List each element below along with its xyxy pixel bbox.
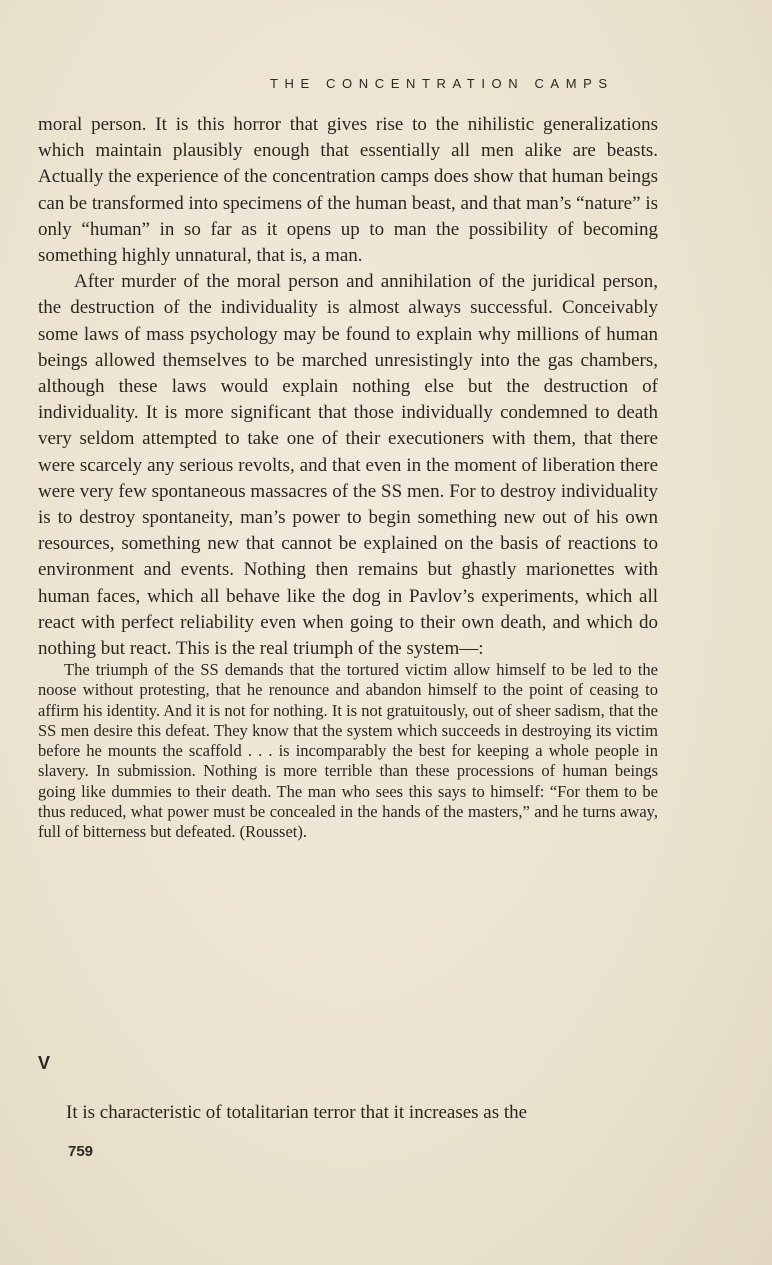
paragraph-1: moral person. It is this horror that gives rise to the nihilistic generalizations which maintain plausibly enough that essentially all men alike are beasts. Actually the experience of the concentration camps does show that human beings can be transformed into specimens of the human beast, and that man’s “nature” is only “human” in so far as it opens up to man the possibility of becoming something highly unnatural, that is, a man. xyxy=(38,114,658,267)
block-quote xyxy=(38,660,658,843)
paragraph-3: It is characteristic of totalitarian terror that it increases as the xyxy=(66,1102,528,1123)
running-head: THE CONCENTRATION CAMPS xyxy=(270,76,614,91)
body-text xyxy=(38,112,658,662)
paragraph-2: After murder of the moral person and annihilation of the juridical person, the destruction of the individuality is almost always successful. Conceivably some laws of mass psychology may be found to explain why millions of human beings allowed themselves to be marched unresistingly into the gas chambers, although these laws would explain nothing else but the destruction of individuality. It is more significant that those individually condemned to death very seldom attempted to take one of their executioners with them, that there were scarcely any serious revolts, and that even in the moment of liberation there were very few spontaneous massacres of the SS men. For to destroy individuality is to destroy spontaneity, man’s power to begin something new out of his own resources, something new that cannot be explained on the basis of reactions to environment and events. Nothing then remains but ghastly marionettes with human faces, which all behave like the dog in Pavlov’s experiments, which all react with perfect reliability even when going to their own death, and which do nothing but react. This is the real triumph of the system—: xyxy=(38,271,658,660)
block-quote-text: The triumph of the SS demands that the tortured victim allow himself to be led to the noose without protesting, that he renounce and abandon himself to the point of ceasing to affirm his identity. And it is not for nothing. It is not gratuitously, out of sheer sadism, that the SS men desire this defeat. They know that the system which succeeds in destroying its victim before he mounts the scaffold . . . is incomparably the best for keeping a whole people in slavery. In submission. Nothing is more terrible than these processions of human beings going like dummies to their death. The man who sees this says to himself: “For them to be thus reduced, what power must be concealed in the hands of the masters,” and he turns away, full of bitterness but defeated. (Rousset). xyxy=(38,660,658,842)
section-numeral: V xyxy=(38,1053,51,1073)
page-number: 759 xyxy=(68,1143,94,1160)
